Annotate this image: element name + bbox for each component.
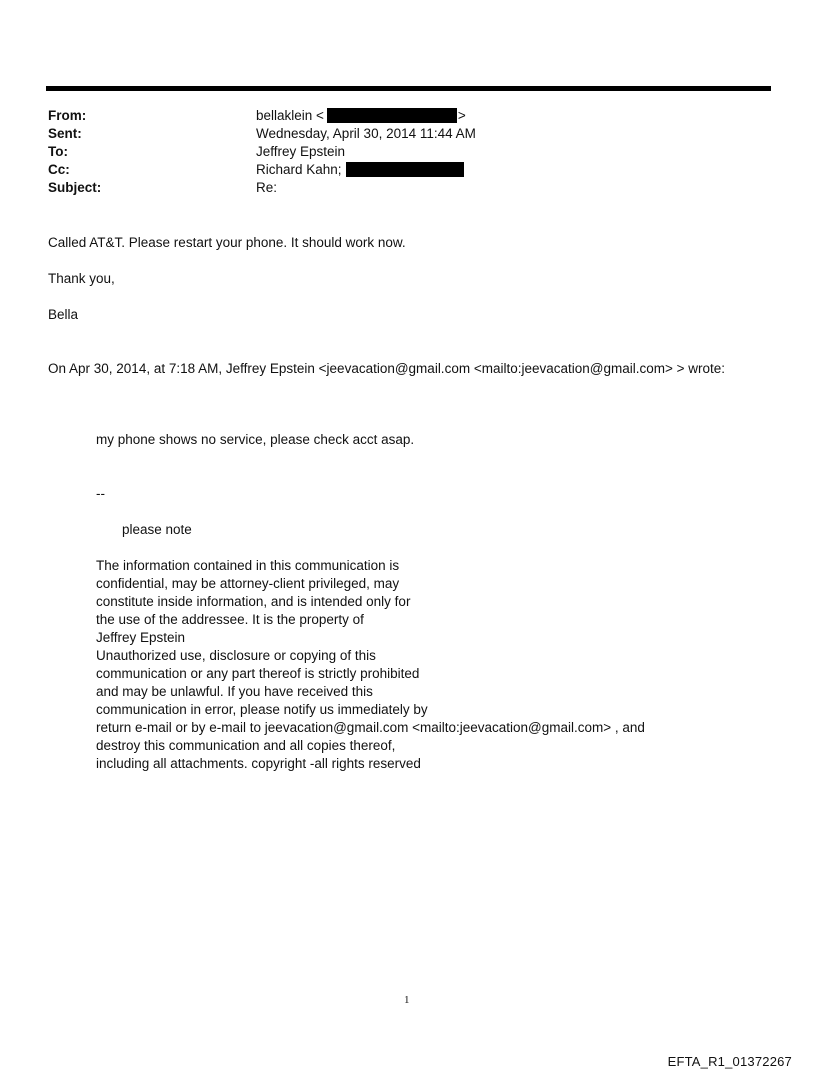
cc-value <box>256 161 464 179</box>
subject-row <box>48 179 748 197</box>
cc-row <box>48 161 748 179</box>
email-header <box>48 107 748 197</box>
subject-value: Re: <box>256 180 278 195</box>
header-divider <box>46 86 771 91</box>
quoted-message: my phone shows no service, please check acct asap. <box>96 432 415 447</box>
document-id: EFTA_R1_01372267 <box>667 1054 792 1069</box>
disclaimer-line: and may be unlawful. If you have received this <box>96 684 373 699</box>
signature-separator: -- <box>96 486 105 501</box>
to-label: To: <box>48 144 68 159</box>
disclaimer-line: communication or any part thereof is strictly prohibited <box>96 666 420 681</box>
disclaimer-line: return e-mail or by e-mail to jeevacation@gmail.com <mailto:jeevacation@gmail.com> , and <box>96 720 645 735</box>
cc-label: Cc: <box>48 162 70 177</box>
disclaimer-line: including all attachments. copyright -all rights reserved <box>96 756 421 771</box>
message-signature: Bella <box>48 307 79 322</box>
subject-label: Subject: <box>48 180 102 195</box>
quote-intro: On Apr 30, 2014, at 7:18 AM, Jeffrey Epstein <jeevacation@gmail.com <mailto:jeevacation@gmail.com> > wrote: <box>48 361 726 376</box>
disclaimer-line: Jeffrey Epstein <box>96 630 186 645</box>
to-value: Jeffrey Epstein <box>256 144 346 159</box>
disclaimer-line: constitute inside information, and is intended only for <box>96 594 411 609</box>
redaction-box <box>327 108 457 123</box>
confidentiality-disclaimer <box>96 557 645 773</box>
disclaimer-line: The information contained in this communication is <box>96 558 400 573</box>
message-line-1: Called AT&T. Please restart your phone. It should work now. <box>48 235 406 250</box>
disclaimer-line: communication in error, please notify us immediately by <box>96 702 428 717</box>
disclaimer-line: Unauthorized use, disclosure or copying of this <box>96 648 376 663</box>
from-value <box>256 107 466 125</box>
page-number: 1 <box>404 994 410 1006</box>
to-row <box>48 143 748 161</box>
quoted-note: please note <box>122 522 192 537</box>
from-value-prefix: bellaklein < <box>256 108 324 123</box>
disclaimer-line: confidential, may be attorney-client privileged, may <box>96 576 400 591</box>
redaction-box <box>346 162 464 177</box>
from-row <box>48 107 748 125</box>
disclaimer-line: destroy this communication and all copies thereof, <box>96 738 396 753</box>
sent-row <box>48 125 748 143</box>
sent-value: Wednesday, April 30, 2014 11:44 AM <box>256 126 476 141</box>
cc-value-text: Richard Kahn; <box>256 162 342 177</box>
from-value-suffix: > <box>457 108 466 123</box>
sent-label: Sent: <box>48 126 82 141</box>
from-label: From: <box>48 108 87 123</box>
disclaimer-line: the use of the addressee. It is the property of <box>96 612 364 627</box>
message-line-2: Thank you, <box>48 271 115 286</box>
